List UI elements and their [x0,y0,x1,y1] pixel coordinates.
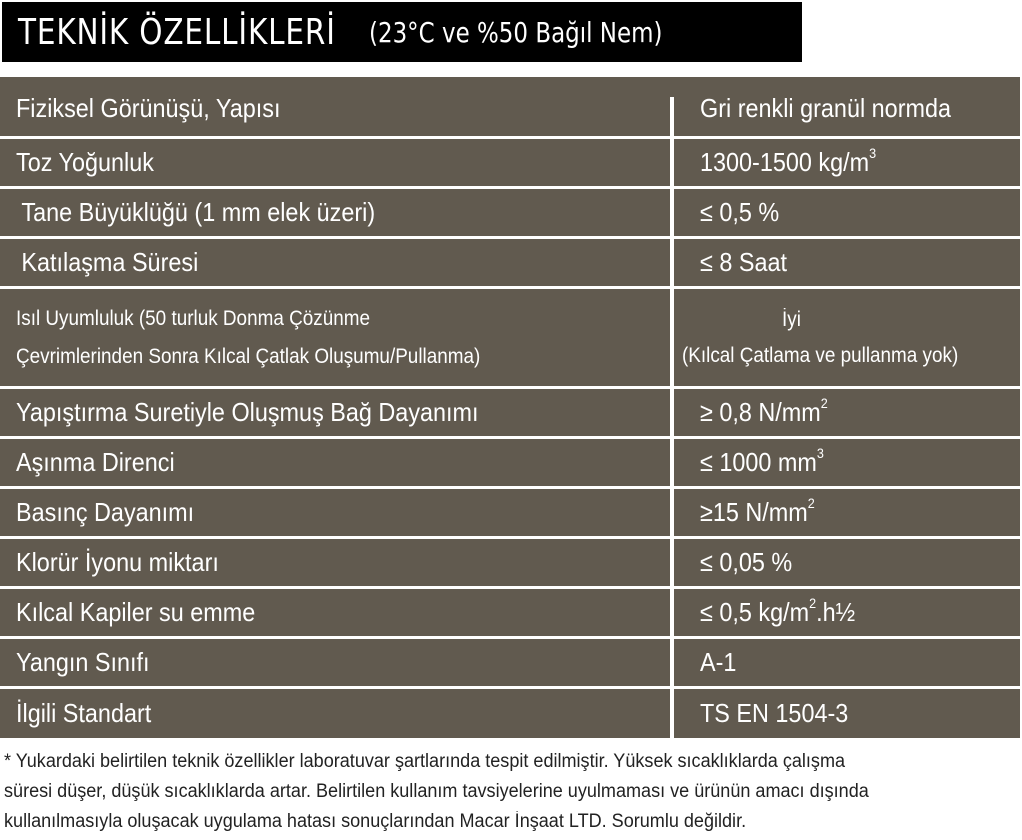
footnote-line: süresi düşer, düşük sıcaklıklarda artar. Belirtilen kullanım tavsiyelerine uyulmaması ve ürünün amacı dışında [4,781,869,802]
row-label: Fiziksel Görünüşü, Yapısı [16,93,281,123]
row-label: İlgili Standart [16,698,152,728]
table-row [0,439,1020,489]
table-row [0,389,1020,439]
row-value: 1300-1500 $kg/m^3$ [700,145,877,177]
table-row [0,189,1020,239]
row-value: ≥ 0,8 $N/mm^2$ [700,395,828,427]
table-row [0,289,1020,389]
page-title: TEKNİK ÖZELLİKLERİ [18,11,336,53]
row-value: Gri renkli granül normda [700,93,952,123]
specs-table [0,77,1020,741]
table-row [0,539,1020,589]
row-value: A-1 [700,647,737,677]
row-label: Isıl Uyumluluk (50 turluk Donma Çözünme Çevrimlerinden Sonra Kılcal Çatlak Oluşumu/Pullanma) [16,306,481,368]
table-row [0,239,1020,289]
row-value: İyi (Kılcal Çatlama ve pullanma yok) [682,307,959,367]
row-value: ≤ 1000 $mm^3$ [700,445,824,477]
row-label: Basınç Dayanımı [16,497,195,527]
table-row [0,639,1020,689]
row-value: ≤ 0,05 % [700,547,793,577]
table-row [0,489,1020,539]
row-label: Klorür İyonu miktarı [16,547,219,577]
table-row [0,689,1020,741]
row-value: ≥15 $N/mm^2$ [700,495,815,527]
row-value: ≤ 0,5 $kg/m^2.h\frac{1}{2}$ [700,595,856,627]
row-value: TS EN 1504-3 [700,698,849,728]
table-row [0,589,1020,639]
page-subtitle: (23°C ve %50 Bağıl Nem) [369,15,663,49]
table-row [0,77,1020,139]
row-value: ≤ 8 Saat [700,247,788,277]
row-label: Yangın Sınıfı [16,647,150,677]
row-label: Tane Büyüklüğü (1 mm elek üzeri) [21,197,376,227]
footnote-line: kullanılmasıyla oluşacak uygulama hatası sonuçlarından Macar İnşaat LTD. Sorumlu değildir. [4,811,747,832]
footnote [4,747,1020,837]
row-label: Toz Yoğunluk [16,147,154,177]
row-value: ≤ 0,5 % [700,197,780,227]
footnote-line: * Yukardaki belirtilen teknik özellikler laboratuvar şartlarında tespit edilmiştir. Yüksek sıcaklıklarda çalışma [4,751,846,772]
table-row [0,139,1020,189]
row-label: Yapıştırma Suretiyle Oluşmuş Bağ Dayanımı [16,397,479,427]
row-label: Kılcal Kapiler su emme [16,597,256,627]
row-label: Aşınma Direnci [16,447,175,477]
title-banner [2,2,802,62]
row-label: Katılaşma Süresi [21,247,199,277]
